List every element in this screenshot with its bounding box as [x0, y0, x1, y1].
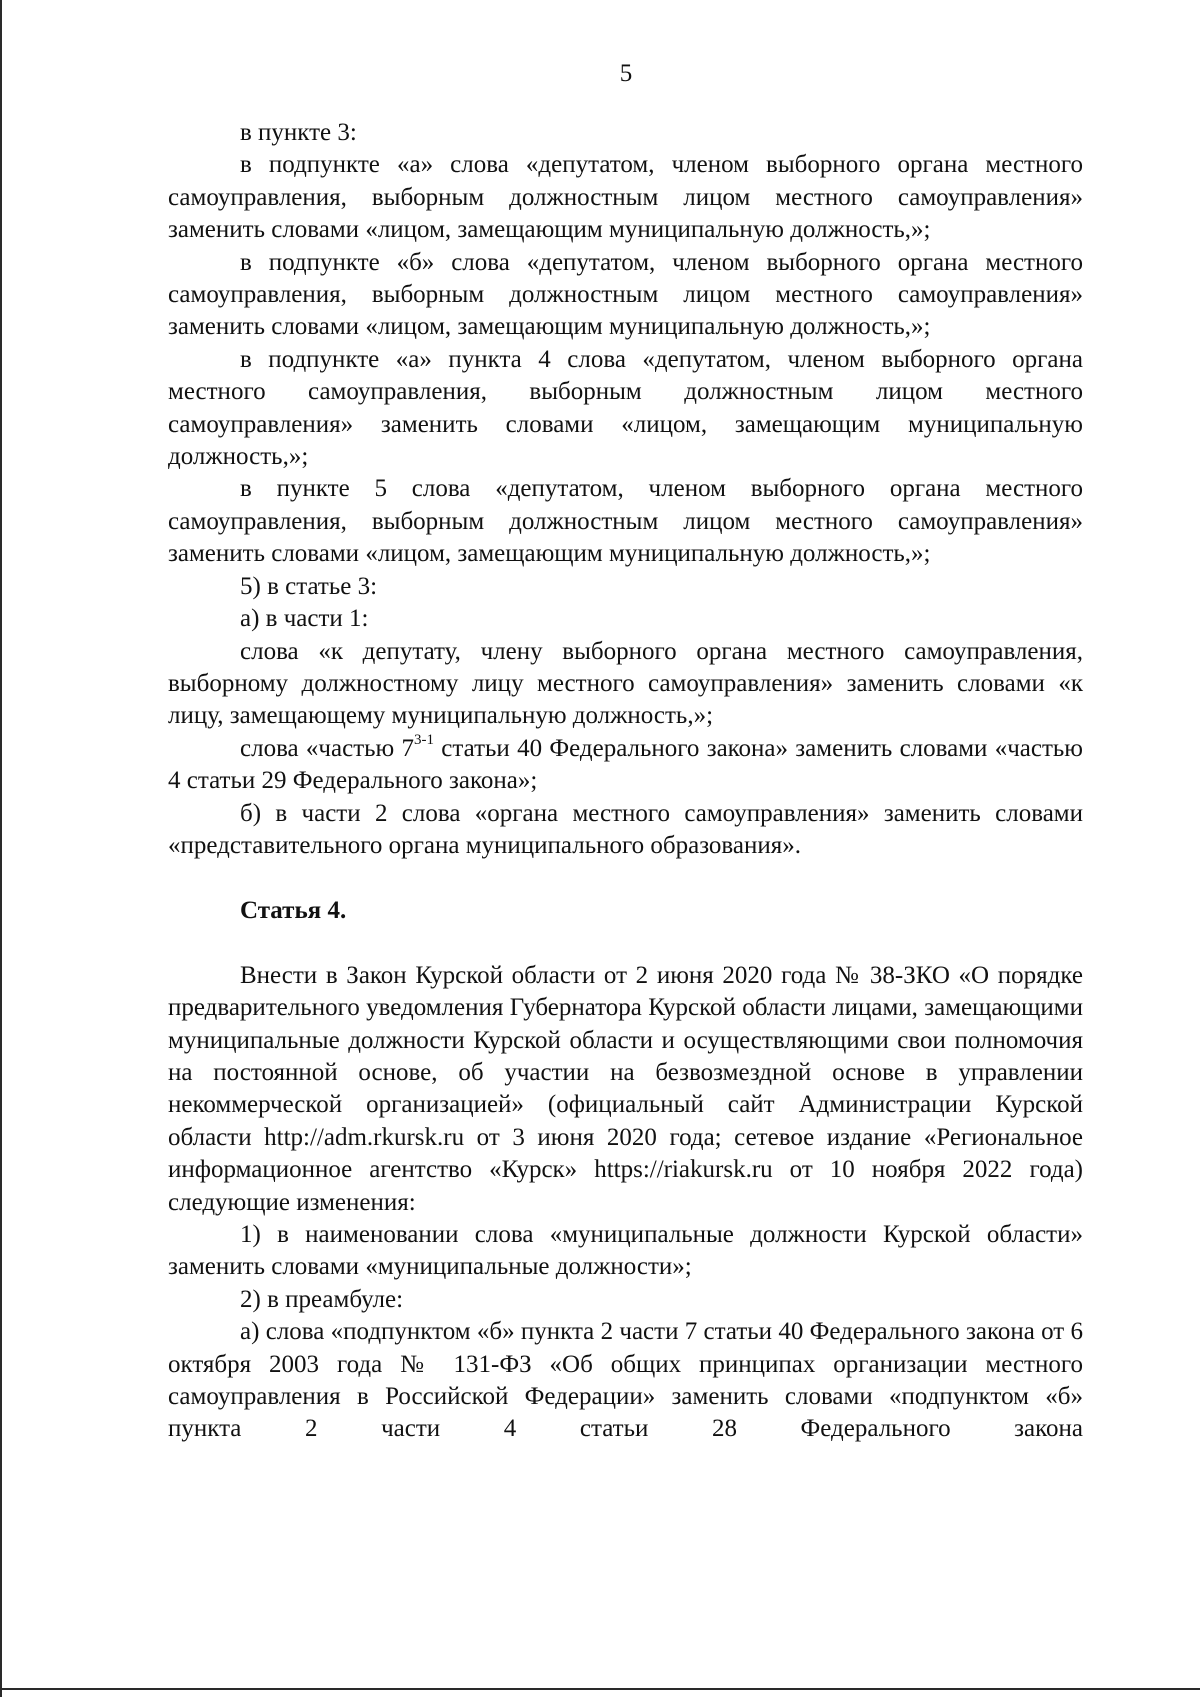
paragraph: в подпункте «а» пункта 4 слова «депутатом, членом выборного органа местного самоуправления, выборным должностным лицом местного самоуправления» заменить словами «лицом, замещающим муниципальную должность,»; [168, 345, 1083, 471]
scan-edge-bottom [0, 1688, 1200, 1690]
paragraph: в подпункте «б» слова «депутатом, членом выборного органа местного самоуправления, выборным должностным лицом местного самоуправления» заменить словами «лицом, замещающим муниципальную должность,»; [168, 248, 1083, 341]
paragraph-with-superscript [168, 733, 1083, 798]
page-number: 5 [619, 60, 633, 87]
scan-edge-left [0, 0, 2, 1697]
document-body [168, 117, 1083, 1446]
paragraph: в подпункте «а» слова «депутатом, членом выборного органа местного самоуправления, выборным должностным лицом местного самоуправления» заменить словами «лицом, замещающим муниципальную должность,»; [168, 151, 1083, 244]
paragraph-text: слова «частью 7 [240, 734, 414, 762]
paragraph-text: статьи 40 Федерального закона» заменить словами «частью 4 статьи 29 Федерального закона»; [168, 734, 1083, 795]
paragraph: в пункте 5 слова «депутатом, членом выборного органа местного самоуправления, выборным должностным лицом местного самоуправления» заменить словами «лицом, замещающим муниципальную должность,»; [168, 475, 1083, 568]
paragraph: 1) в наименовании слова «муниципальные должности Курской области» заменить словами «муниципальные должности»; [168, 1221, 1083, 1281]
article-heading: Статья 4. [240, 897, 347, 925]
paragraph: а) в части 1: [240, 605, 369, 633]
paragraph: 5) в статье 3: [240, 572, 378, 600]
paragraph: б) в части 2 слова «органа местного самоуправления» заменить словами «представительного органа муниципального образования». [168, 799, 1083, 859]
paragraph: в пункте 3: [240, 119, 357, 146]
paragraph: слова «к депутату, члену выборного органа местного самоуправления, выборному должностному лицу местного самоуправления» заменить словами «к лицу, замещающему муниципальную должность,»; [168, 637, 1083, 730]
paragraph: 2) в преамбуле: [240, 1285, 404, 1313]
superscript: 3-1 [414, 732, 434, 749]
paragraph: Внести в Закон Курской области от 2 июня 2020 года № 38-ЗКО «О порядке предварительного уведомления Губернатора Курской области лицами, замещающими муниципальные должности Курской области и осуществляющими свои полномочия на постоянной основе, об участии на безвозмездной основе в управлении некоммерческой организацией» (официальный сайт Администрации Курской области http://adm.rkursk.ru от 3 июня 2020 года; сетевое издание «Региональное информационное агентство «Курск» https://riakursk.ru от 10 ноября 2022 года) следующие изменения: [168, 961, 1083, 1216]
paragraph: а) слова «подпунктом «б» пункта 2 части 7 статьи 40 Федерального закона от 6 октября 2003 года № 131-ФЗ «Об общих принципах организации местного самоуправления в Российской Федерации» заменить словами «подпунктом «б» пункта 2 части 4 статьи 28 Федерального закона [168, 1318, 1083, 1443]
